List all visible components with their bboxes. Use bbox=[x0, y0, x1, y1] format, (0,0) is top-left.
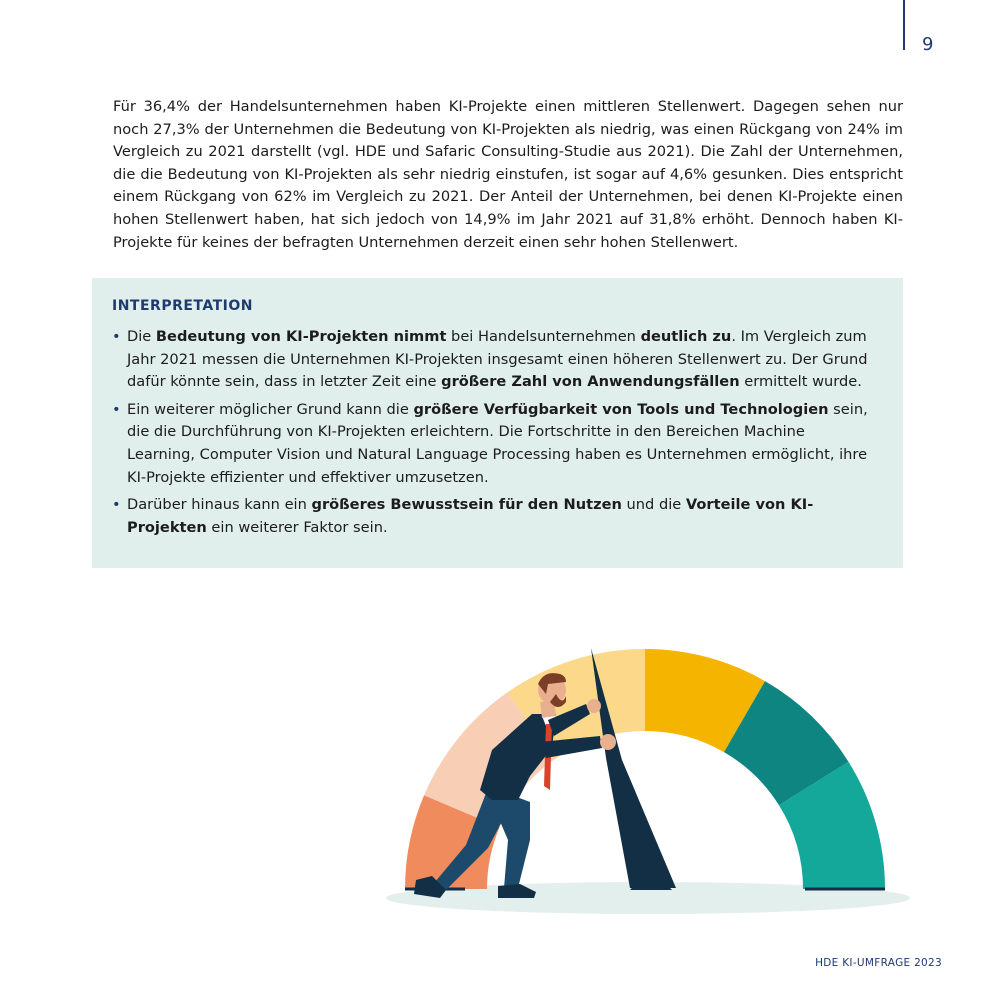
bullet-text: und die bbox=[621, 496, 686, 514]
bullet-text: Ein weiterer möglicher Grund kann die bbox=[127, 400, 414, 418]
man-hand-lower bbox=[600, 734, 616, 750]
intro-paragraph: Für 36,4% der Handelsunternehmen haben KI-Projekte einen mittleren Stellenwert. Dagegen sehen nur noch 27,3% der Unternehmen die Bedeutung von KI-Projekten als niedrig, was einen Rückgang von 24% im Vergleich zu 2021 darstellt (vgl. HDE und Safaric Consulting-Studie aus 2021). Die Zahl der Unternehmen, die die Bedeutung von KI-Projekten als sehr niedrig einstufen, ist sogar auf 4,6% gesunken. Dies entspricht einem Rückgang von 62% im Vergleich zu 2021. Der Anteil der Unternehmen, bei denen KI-Projekte einen hohen Stellenwert haben, hat sich jedoch von 14,9% im Jahr 2021 auf 31,8% erhöht. Dennoch haben KI-Projekte für keines der befragten Unternehmen derzeit einen sehr hohen Stellenwert. bbox=[113, 98, 903, 251]
bullet-text: ermittelt wurde. bbox=[739, 373, 862, 391]
interpretation-list bbox=[112, 326, 872, 544]
bullet-emphasis: Bedeutung von KI-Projekten nimmt bbox=[155, 328, 447, 345]
list-item bbox=[112, 494, 872, 539]
list-item bbox=[112, 399, 872, 489]
bullet-emphasis: größere Zahl von Anwendungsfällen bbox=[441, 373, 740, 391]
list-item bbox=[112, 326, 872, 394]
bullet-text: sein, die die Durchführung von KI-Projekten erleichtern. Die Fortschritte in den Bereichen Machine Learning, Computer Vision und Natural Language Processing haben es Unternehmen ermöglicht, ihre KI-Projekte effizienter und effektiver umzusetzen. bbox=[127, 400, 868, 486]
bullet-text: ein weiterer Faktor sein. bbox=[206, 518, 388, 536]
bullet-emphasis: größeres Bewusstsein für den Nutzen bbox=[311, 496, 622, 514]
bullet-text: bei Handelsunternehmen bbox=[446, 328, 641, 345]
bullet-text: Die bbox=[127, 328, 156, 345]
gauge-illustration bbox=[380, 640, 920, 930]
bullet-emphasis: größere Verfügbarkeit von Tools und Technologien bbox=[413, 400, 829, 418]
interpretation-heading: INTERPRETATION bbox=[112, 298, 254, 314]
interpretation-box bbox=[92, 278, 903, 568]
man-front-leg bbox=[496, 790, 530, 888]
footer-label: HDE KI-UMFRAGE 2023 bbox=[815, 957, 942, 969]
page-number-rule bbox=[903, 0, 905, 50]
page-number: 9 bbox=[922, 34, 934, 55]
bullet-emphasis: deutlich zu bbox=[640, 328, 732, 345]
bullet-emphasis: Vorteile von KI-Projekten bbox=[127, 496, 814, 536]
bullet-text: . Im Vergleich zum Jahr 2021 messen die Unternehmen KI-Projekten insgesamt einen höheren Stellenwert zu. Der Grund dafür könnte sein, dass in letzter Zeit eine bbox=[127, 328, 868, 391]
bullet-text: Darüber hinaus kann ein bbox=[127, 496, 312, 514]
man-hand-upper bbox=[587, 699, 601, 713]
